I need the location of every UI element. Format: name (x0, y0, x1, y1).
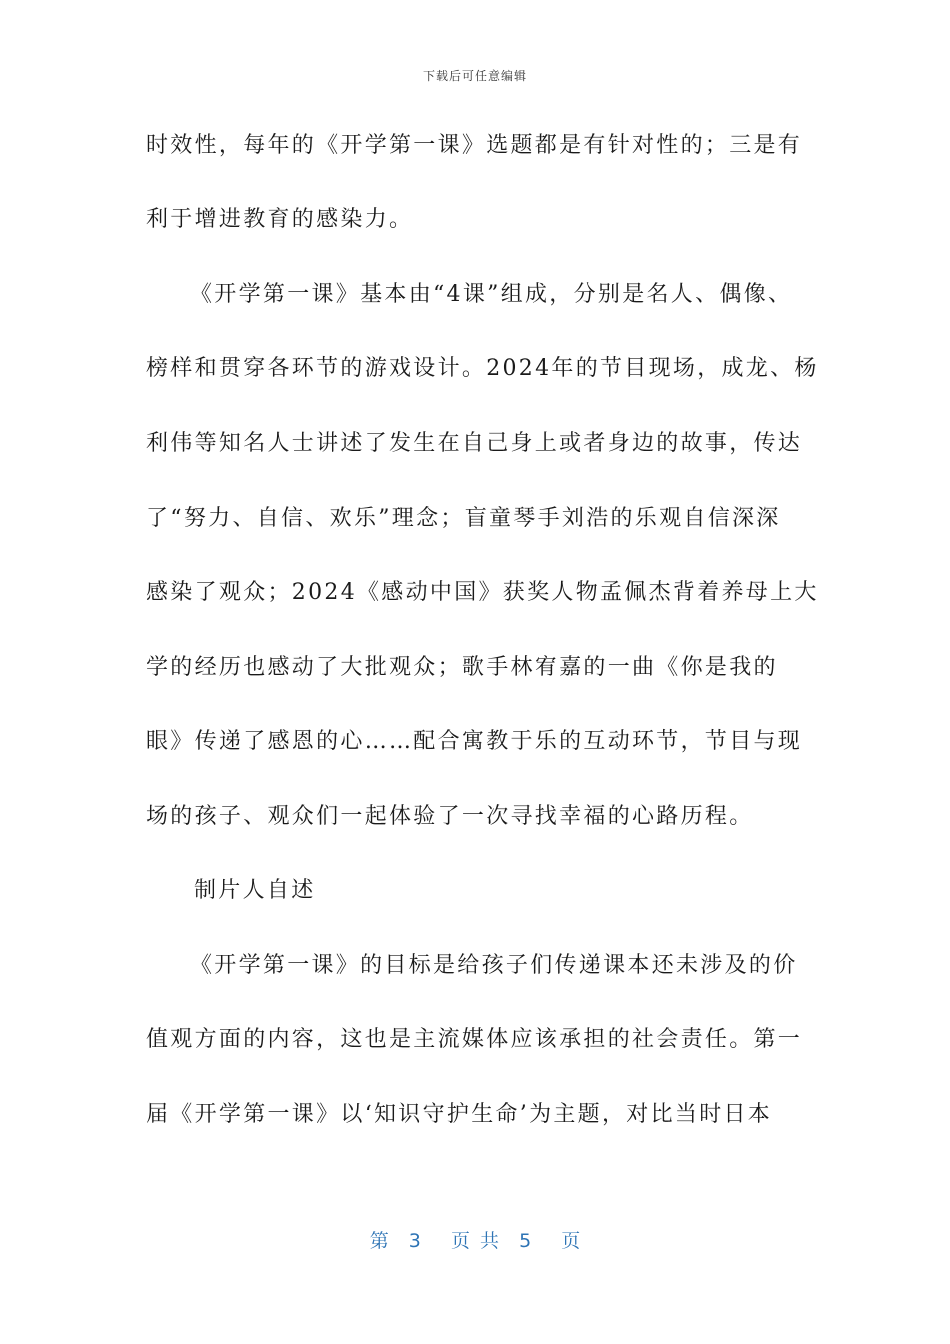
body-line: 感染了观众；2024《感动中国》获奖人物孟佩杰背着养母上大 (146, 580, 819, 605)
page-number: 第 3 页 共 5 页 (369, 1230, 581, 1252)
body-line: 榜样和贯穿各环节的游戏设计。2024年的节目现场，成龙、杨 (146, 356, 819, 381)
body-line: 利于增进教育的感染力。 (146, 207, 414, 232)
page-footer (0, 1226, 950, 1253)
body-line: 学的经历也感动了大批观众；歌手林宥嘉的一曲《你是我的 (146, 655, 778, 680)
body-line-paragraph-start: 《开学第一课》的目标是给孩子们传递课本还未涉及的价 (190, 953, 798, 978)
body-line-paragraph-start: 《开学第一课》基本由“4课”组成，分别是名人、偶像、 (190, 282, 793, 307)
body-line: 了“努力、自信、欢乐”理念；盲童琴手刘浩的乐观自信深深 (146, 506, 781, 531)
body-line: 届《开学第一课》以‘知识守护生命’为主题，对比当时日本 (146, 1102, 773, 1127)
body-line: 眼》传递了感恩的心……配合寓教于乐的互动环节，节目与现 (146, 729, 803, 754)
body-line: 时效性，每年的《开学第一课》选题都是有针对性的；三是有 (146, 133, 803, 158)
body-line: 场的孩子、观众们一起体验了一次寻找幸福的心路历程。 (146, 804, 754, 829)
body-line: 利伟等知名人士讲述了发生在自己身上或者身边的故事，传达 (146, 431, 803, 456)
section-heading: 制片人自述 (194, 878, 316, 903)
body-line: 值观方面的内容，这也是主流媒体应该承担的社会责任。第一 (146, 1027, 803, 1052)
page-header: 下载后可任意编辑 (422, 69, 527, 83)
